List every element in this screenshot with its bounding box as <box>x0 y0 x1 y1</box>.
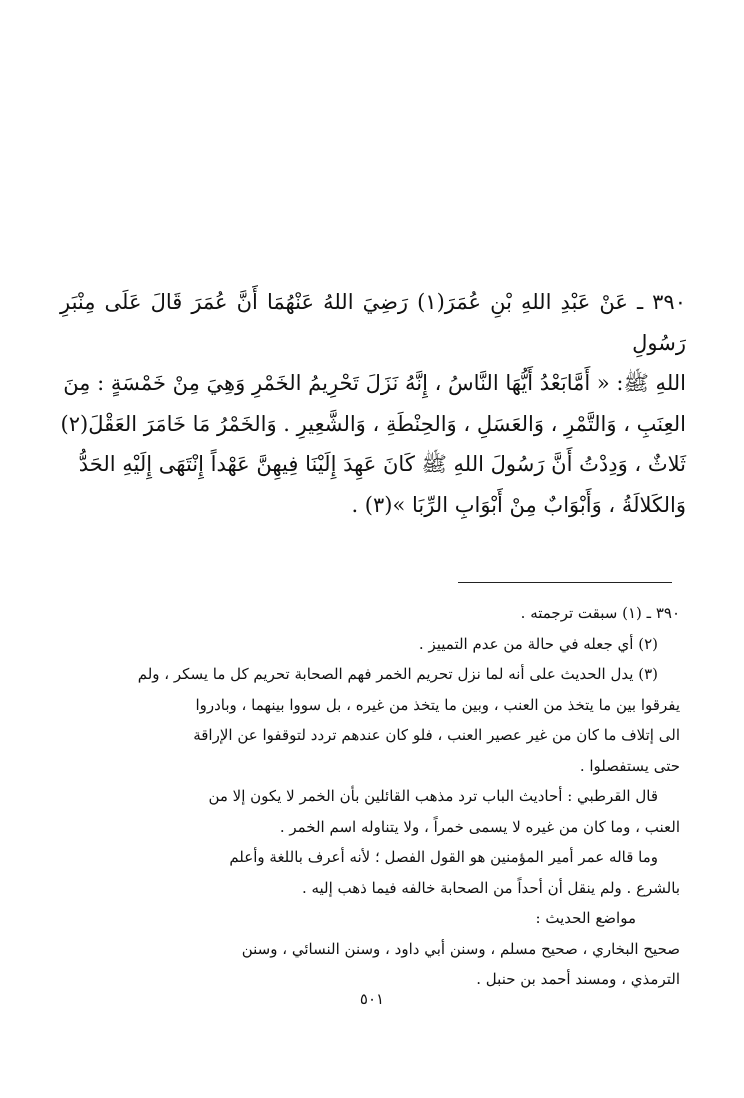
footnote-line: الى إتلاف ما كان من غير عصير العنب ، فلو كان عندهم تردد لتوقفوا عن الإراقة <box>193 726 680 744</box>
footnote-line: بالشرع . ولم ينقل أن أحداً من الصحابة خالفه فيما ذهب إليه . <box>301 878 680 897</box>
hadith-line: ٣٩٠ ـ عَنْ عَبْدِ اللهِ بْنِ عُمَرَ(١) رَضِيَ اللهُ عَنْهُمَا أَنَّ عُمَرَ قَالَ عَلَى مِنْبَرِ رَسُولِ <box>60 290 686 355</box>
hadith-line: اللهِ ﷺ: « أَمَّابَعْدُ أَيُّهَا النَّاسُ ، إِنَّهُ نَزَلَ تَحْرِيمُ الخَمْرِ وَهِيَ مِنْ خَمْسَةٍ : مِنَ <box>63 371 686 395</box>
footnote-line: يفرقوا بين ما يتخذ من العنب ، وبين ما يتخذ من غيره ، بل سووا بينهما ، وبادروا <box>195 695 680 714</box>
footnote-heading: مواضع الحديث : <box>535 909 636 927</box>
footnote-line: قال القرطبي : أحاديث الباب ترد مذهب القائلين بأن الخمر لا يكون إلا من <box>208 787 658 805</box>
footnotes <box>54 598 680 995</box>
page-number: ٥٠١ <box>359 990 385 1008</box>
footnote-line: الترمذي ، ومسند أحمد بن حنبل . <box>476 970 680 988</box>
footnote-line: صحيح البخاري ، صحيح مسلم ، وسنن أبي داود ، وسنن النسائي ، وسنن <box>241 939 680 958</box>
hadith-line: العِنَبِ ، وَالتَّمْرِ ، وَالعَسَلِ ، وَالحِنْطَةِ ، وَالشَّعِيرِ . وَالخَمْرُ مَا خَامَرَ العَقْلَ(٢) <box>60 411 686 436</box>
footnote-line: (٣) يدل الحديث على أنه لما نزل تحريم الخمر فهم الصحابة تحريم كل ما يسكر ، ولم <box>137 665 658 683</box>
hadith-text <box>60 282 686 525</box>
footnote-line: وما قاله عمر أمير المؤمنين هو القول الفصل ؛ لأنه أعرف باللغة وأعلم <box>229 848 658 866</box>
hadith-line: ثَلاثٌ ، وَدِدْتُ أَنَّ رَسُولَ اللهِ ﷺ كَانَ عَهِدَ إِلَيْنَا فِيهِنَّ عَهْداً إِنْتَهَى إِلَيْهِ الحَدُّ <box>78 452 686 476</box>
footnote-separator <box>458 582 672 583</box>
footnote-line: حتى يستفصلوا . <box>579 756 680 775</box>
footnote-line: العنب ، وما كان من غيره لا يسمى خمراً ، ولا يتناوله اسم الخمر . <box>279 817 680 836</box>
footnote-line: (٢) أي جعله في حالة من عدم التمييز . <box>418 634 658 653</box>
footnote-line: ٣٩٠ ـ (١) سبقت ترجمته . <box>520 604 680 622</box>
hadith-line: وَالكَلالَةُ ، وَأَبْوَابٌ مِنْ أَبْوَابِ الرِّبَا »(٣) . <box>351 492 686 517</box>
